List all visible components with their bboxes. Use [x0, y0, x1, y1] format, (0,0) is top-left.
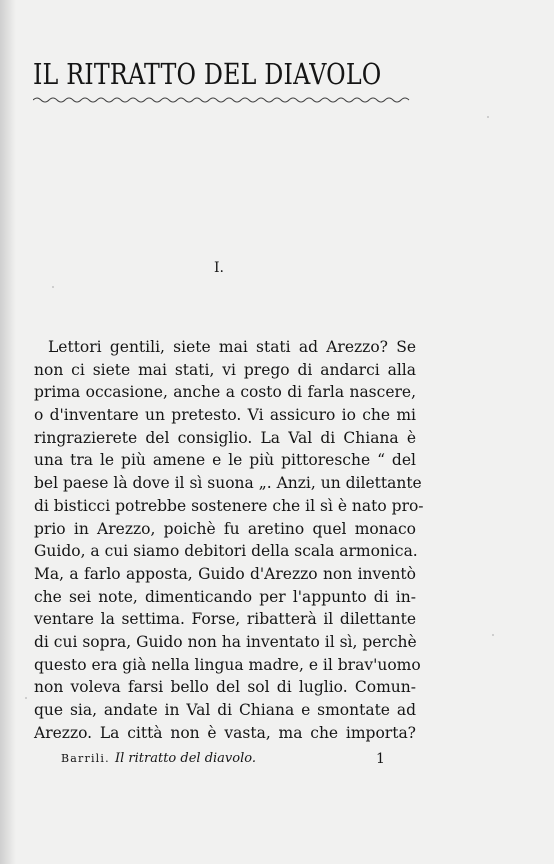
- body-line: Ma, a farlo apposta, Guido d'Arezzo non inventò: [34, 564, 416, 583]
- body-line: non voleva farsi bello del sol di luglio. Comun-: [34, 678, 416, 697]
- wavy-title-rule: [33, 96, 411, 104]
- body-line: bel paese là dove il sì suona „. Anzi, un dilettante: [34, 474, 422, 493]
- footer-work-title: Il ritratto del diavolo.: [115, 751, 256, 766]
- paper-speck: [492, 634, 494, 636]
- paper-speck: [487, 116, 489, 118]
- paper-speck: [25, 697, 27, 699]
- chapter-body: [34, 336, 424, 744]
- chapter-title: IL RITRATTO DEL DIAVOLO: [33, 57, 382, 91]
- body-line: Arezzo. La città non è vasta, ma che importa?: [34, 723, 416, 742]
- body-line: Guido, a cui siamo debitori della scala armonica.: [34, 542, 418, 561]
- body-line: ringrazierete del consiglio. La Val di Chiana è: [34, 428, 416, 447]
- chapter-section-number: I.: [214, 260, 224, 276]
- body-line: che sei note, dimenticando per l'appunto di in-: [34, 587, 416, 606]
- page-edge-shadow: [0, 0, 16, 864]
- body-line: Lettori gentili, siete mai stati ad Arezzo? Se: [48, 338, 416, 356]
- body-line: questo era già nella lingua madre, e il brav'uomo: [34, 655, 421, 674]
- body-line: di bisticci potrebbe sostenere che il sì è nato pro-: [34, 496, 424, 515]
- body-line: ventare la settima. Forse, ribatterà il dilettante: [34, 610, 416, 629]
- body-line: non ci siete mai stati, vi prego di andarci alla: [34, 360, 416, 379]
- body-line: di cui sopra, Guido non ha inventato il sì, perchè: [34, 632, 417, 651]
- paper-speck: [52, 286, 54, 288]
- body-line: que sia, andate in Val di Chiana e smontate ad: [34, 701, 416, 719]
- body-line: una tra le più amene e le più pittoresche “ del: [34, 451, 416, 470]
- body-line: prio in Arezzo, poichè fu aretino quel monaco: [34, 519, 416, 538]
- body-line: prima occasione, anche a costo di farla nascere,: [34, 383, 416, 402]
- page-number: 1: [376, 751, 385, 767]
- footer-author: Barrili.: [61, 752, 110, 765]
- body-line: o d'inventare un pretesto. Vi assicuro io che mi: [34, 406, 416, 425]
